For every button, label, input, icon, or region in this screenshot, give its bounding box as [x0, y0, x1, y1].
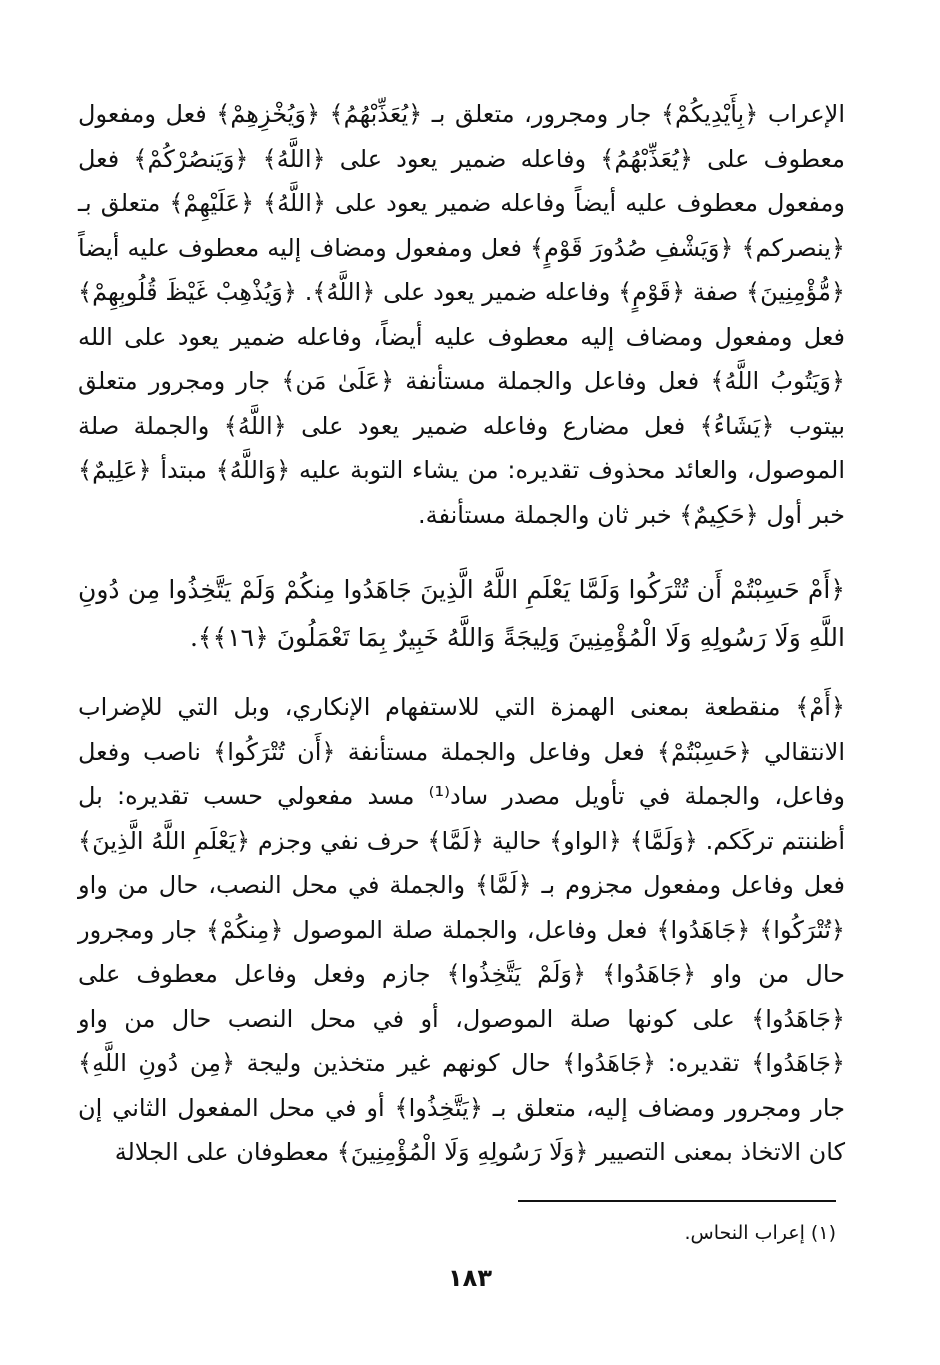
footnote: (١) إعراب النحاس.	[684, 1222, 836, 1244]
quran-verse: ﴿أَمْ حَسِبْتُمْ أَن تُتْرَكُوا وَلَمَّا يَعْلَمِ اللَّهُ الَّذِينَ جَاهَدُوا مِنكُمْ وَلَمْ يَتَّخِذُوا مِن دُونِ اللَّهِ وَلَا رَسُولِهِ وَلَا الْمُؤْمِنِينَ وَلِيجَةً وَاللَّهُ خَبِيرٌ بِمَا تَعْمَلُونَ ﴿١٦﴾﴾.	[78, 575, 845, 652]
paragraph-irab-2: ﴿أَمْ﴾ منقطعة بمعنى الهمزة التي للاستفهام الإنكاري، وبل التي للإضراب الانتقالي ﴿حَسِبْتُمْ﴾ فعل وفاعل والجملة مستأنفة ﴿أَن تُتْرَكُوا﴾ ناصب وفعل وفاعل، والجملة في تأويل مصدر ساد⁽¹⁾ مسد مفعولي حسب تقديره: بل أظننتم تركَكم. ﴿وَلَمَّا﴾ ﴿الواو﴾ حالية ﴿لَمَّا﴾ حرف نفي وجزم ﴿يَعْلَمِ اللَّهُ الَّذِينَ﴾ فعل وفاعل ومفعول مجزوم بـ ﴿لَمَّا﴾ والجملة في محل النصب، حال من واو ﴿تُتْرَكُوا﴾ ﴿جَاهَدُوا﴾ فعل وفاعل، والجملة صلة الموصول ﴿مِنكُمْ﴾ جار ومجرور حال من واو ﴿جَاهَدُوا﴾ ﴿وَلَمْ يَتَّخِذُوا﴾ جازم وفعل وفاعل معطوف على ﴿جَاهَدُوا﴾ على كونها صلة الموصول، أو في محل النصب حال من واو ﴿جَاهَدُوا﴾ تقديره: ﴿جَاهَدُوا﴾ حال كونهم غير متخذين وليجة ﴿مِن دُونِ اللَّهِ﴾ جار ومجرور ومضاف إليه، متعلق بـ ﴿يَتَّخِذُوا﴾ أو في محل المفعول الثاني إن كان الاتخاذ بمعنى التصيير ﴿وَلَا رَسُولِهِ وَلَا الْمُؤْمِنِينَ﴾ معطوفان على الجلالة	[78, 693, 846, 1166]
page-number: ١٨٣	[448, 1264, 492, 1292]
footnote-divider	[518, 1200, 836, 1202]
paragraph-irab-1: الإعراب ﴿بِأَيْدِيكُمْ﴾ جار ومجرور، متعلق بـ ﴿يُعَذِّبْهُمُ﴾ ﴿وَيُخْزِهِمْ﴾ فعل ومفعول معطوف على ﴿يُعَذِّبْهُمُ﴾ وفاعله ضمير يعود على ﴿اللَّهُ﴾ ﴿وَيَنصُرْكُمْ﴾ فعل ومفعول معطوف عليه أيضاً وفاعله ضمير يعود على ﴿اللَّهُ﴾ ﴿عَلَيْهِمْ﴾ متعلق بـ ﴿ينصركم﴾ ﴿وَيَشْفِ صُدُورَ قَوْمٍ﴾ فعل ومفعول ومضاف إليه معطوف عليه أيضاً ﴿مُّؤْمِنِينَ﴾ صفة ﴿قَوْمٍ﴾ وفاعله ضمير يعود على ﴿اللَّهُ﴾. ﴿وَيُذْهِبْ غَيْظَ قُلُوبِهِمْ﴾ فعل ومفعول ومضاف إليه معطوف عليه أيضاً، وفاعله ضمير يعود على الله ﴿وَيَتُوبُ اللَّهُ﴾ فعل وفاعل والجملة مستأنفة ﴿عَلَىٰ مَن﴾ جار ومجرور متعلق بيتوب ﴿يَشَاءُ﴾ فعل مضارع وفاعله ضمير يعود على ﴿اللَّهُ﴾ والجملة صلة الموصول، والعائد محذوف تقديره: من يشاء التوبة عليه ﴿وَاللَّهُ﴾ مبتدأ ﴿عَلِيمٌ﴾ خبر أول ﴿حَكِيمٌ﴾ خبر ثان والجملة مستأنفة.	[78, 100, 845, 529]
